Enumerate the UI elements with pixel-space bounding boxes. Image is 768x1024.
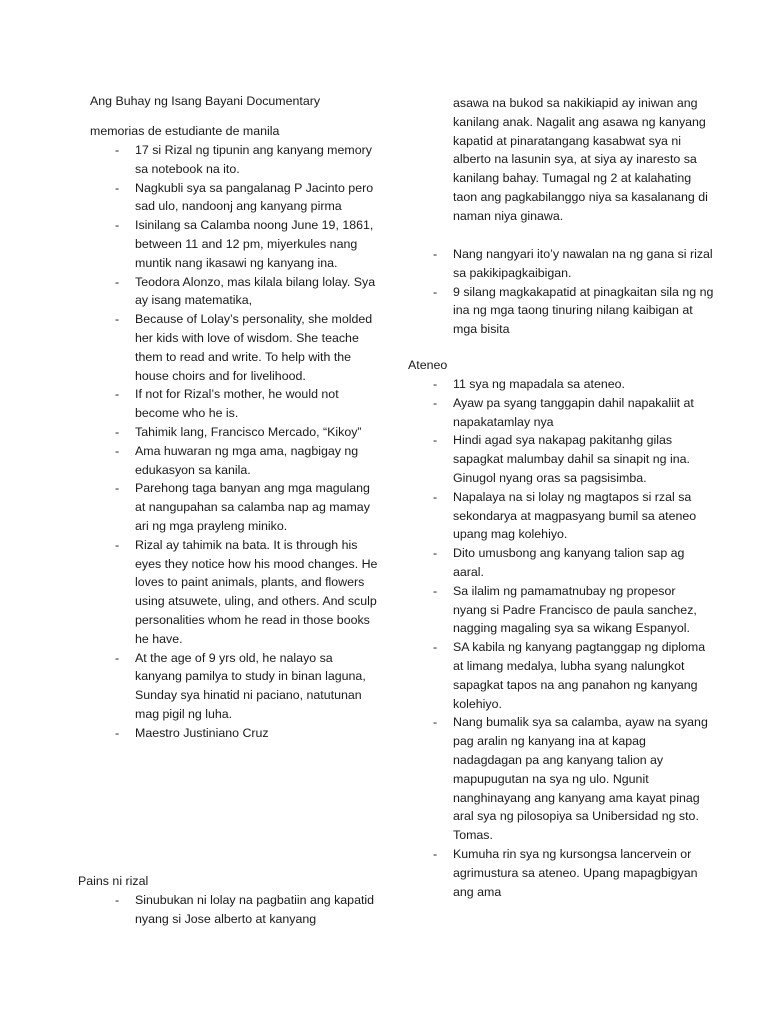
list-item-text: Teodora Alonzo, mas kilala bilang lolay. Sya ay isang matematika,: [135, 274, 376, 308]
bullet-dash: -: [433, 640, 438, 655]
list-item: [408, 713, 708, 845]
list-item-text: 9 silang magkakapatid at pinagkaitan sila ng ng ina ng mga taong tinuring nilang kaibigan at mga bisita: [453, 284, 714, 337]
list-item-text: Nang nangyari ito’y nawalan na ng gana si rizal sa pakikipagkaibigan.: [453, 247, 713, 280]
list-item-text: Dito umusbong ang kanyang talion sap ag aaral.: [453, 546, 685, 579]
bullet-dash: -: [115, 725, 120, 740]
pains-continuation-text: asawa na bukod sa nakikiapid ay iniwan ang kanilang anak. Nagalit ang asawa ng kanyang kapatid at pinaratangang kasabwat sya ni alberto na lasunin sya, at siya ay inaresto sa kanilang bahay. Tumagal ng 2 at kalahating taon ang pagkabilanggo niya sa kasalanang di naman niya ginawa.: [453, 96, 708, 223]
bullet-dash: -: [433, 433, 438, 448]
list-item: [408, 245, 715, 283]
bullet-dash: -: [115, 443, 120, 458]
list-item-text: Maestro Justiniano Cruz: [135, 725, 269, 740]
list-item-text: Sinubukan ni lolay na pagbatiin ang kapatid nyang si Jose alberto at kanyang: [135, 893, 375, 926]
bullet-dash: -: [115, 143, 120, 157]
list-item: [90, 891, 380, 929]
list-item: [90, 423, 380, 442]
list-item: [90, 179, 380, 217]
list-item: [408, 845, 708, 901]
list-item: [90, 479, 380, 535]
list-item: [90, 442, 380, 480]
list-item: [90, 724, 380, 743]
bullet-dash: -: [433, 395, 438, 410]
list-item-text: Ama huwaran ng mga ama, nagbigay ng edukasyon sa kanila.: [135, 443, 359, 477]
list-item: [90, 273, 380, 311]
list-item: [408, 431, 708, 487]
bullet-dash: -: [433, 583, 438, 598]
list-item-text: Kumuha rin sya ng kursongsa lancervein or agrimustura sa ateneo. Upang mapagbigyan ang ama: [453, 846, 698, 899]
bullet-dash: -: [115, 481, 120, 496]
bullet-dash: -: [115, 387, 120, 402]
list-item-text: Napalaya na si lolay ng magtapos si rzal sa sekondarya at magpasyang bumil sa ateneo upang mag kolehiyo.: [453, 489, 697, 542]
list-item-text: SA kabila ng kanyang pagtanggap ng diploma at limang medalya, lubha syang nalungkot sapagkat tapos na ang panahon ng kanyang kolehiyo.: [453, 640, 706, 711]
list-item: [408, 582, 708, 638]
bullet-dash: -: [115, 893, 120, 907]
document-title: Ang Buhay ng Isang Bayani Documentary: [90, 94, 321, 108]
list-item-text: At the age of 9 yrs old, he nalayo sa kanyang pamilya to study in binan laguna, Sunday sya hinatid ni paciano, natutunan mag pigil ng luha.: [135, 650, 366, 721]
bullet-dash: -: [115, 424, 120, 439]
list-item-text: Sa ilalim ng pamamatnubay ng propesor nyang si Padre Francisco de paula sanchez, nagging magaling sya sa wikang Espanyol.: [453, 583, 697, 636]
list-item-text: Ayaw pa syang tanggapin dahil napakaliit at napakatamlay nya: [453, 395, 694, 429]
pains-list-start: [90, 891, 380, 929]
bullet-dash: -: [433, 489, 438, 504]
section-heading-pains: Pains ni rizal: [78, 874, 149, 888]
bullet-dash: -: [433, 247, 438, 261]
bullet-dash: -: [115, 180, 120, 195]
list-item-text: If not for Rizal’s mother, he would not become who he is.: [135, 387, 339, 421]
section-heading-ateneo: Ateneo: [408, 358, 448, 372]
list-item: [90, 141, 380, 179]
list-item-text: 17 si Rizal ng tipunin ang kanyang memory sa notebook na ito.: [135, 143, 372, 176]
bullet-dash: -: [115, 537, 120, 552]
list-item-text: Tahimik lang, Francisco Mercado, “Kikoy”: [135, 424, 362, 439]
list-item: [408, 544, 708, 582]
list-item-text: Parehong taga banyan ang mga magulang at nangupahan sa calamba nap ag mamay ari ng mga prayleng miniko.: [135, 481, 370, 533]
list-item: [90, 649, 380, 724]
list-item-text: Hindi agad sya nakapag pakitanhg gilas sapagkat malumbay dahil sa sinapit ng ina. Ginugol nyang oras sa pagsisimba.: [453, 433, 690, 485]
list-item-text: Nagkubli sya sa pangalanag P Jacinto pero sad ulo, nandoonj ang kanyang pirma: [135, 180, 374, 214]
list-item-text: Rizal ay tahimik na bata. It is through his eyes they notice how his mood changes. He loves to paint animals, plants, and flowers using atsuwete, uling, and others. And sculp personalities whom he read in those books he have.: [135, 537, 378, 646]
list-item: [90, 536, 380, 649]
list-item-text: Nang bumalik sya sa calamba, ayaw na syang pag aralin ng kanyang ina at kapag nadagdagan pa ang kanyang talion ay mapupugutan na sya ng ulo. Ngunit nanghinayang ang kanyang ama kayat pinag aral sya ng pilosopiya sa Unibersidad ng sto. Tomas.: [453, 715, 708, 843]
bullet-dash: -: [433, 284, 438, 299]
list-item-text: 11 sya ng mapadala sa ateneo.: [453, 377, 625, 391]
bullet-dash: -: [433, 715, 438, 730]
list-item: [408, 488, 708, 544]
ateneo-list: [408, 375, 708, 901]
bullet-dash: -: [115, 274, 120, 289]
memorias-list: [90, 141, 380, 743]
list-item: [90, 216, 380, 272]
list-item: [408, 375, 708, 394]
list-item-text: Because of Lolay’s personality, she molded her kids with love of wisdom. She teache them to read and write. To help with the house choirs and for livelihood.: [135, 312, 373, 383]
list-item: [90, 385, 380, 423]
bullet-dash: -: [115, 218, 120, 233]
pains-list: [408, 245, 715, 339]
bullet-dash: -: [115, 312, 120, 327]
list-item: [408, 394, 708, 432]
list-item: [408, 638, 708, 713]
list-item: [90, 310, 380, 385]
bullet-dash: -: [115, 650, 120, 665]
list-item: [408, 283, 715, 339]
section-heading-memorias: memorias de estudiante de manila: [90, 124, 280, 138]
bullet-dash: -: [433, 846, 438, 861]
list-item-text: Isinilang sa Calamba noong June 19, 1861, between 11 and 12 pm, miyerkules nang muntik nang ikasawi ng kanyang ina.: [135, 218, 374, 270]
bullet-dash: -: [433, 546, 438, 561]
bullet-dash: -: [433, 377, 438, 391]
